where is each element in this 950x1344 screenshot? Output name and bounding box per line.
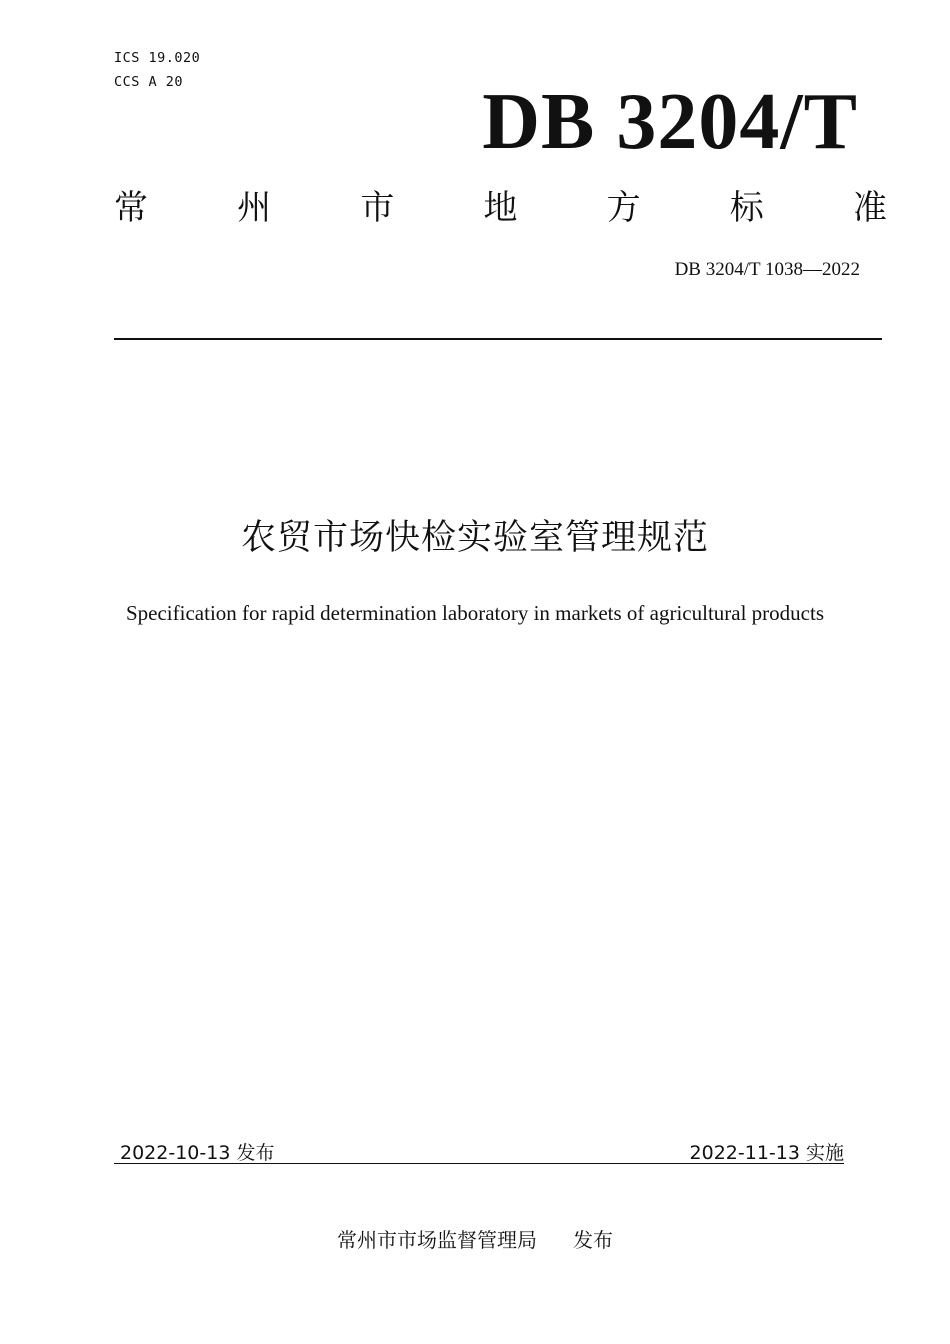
publisher-name: 常州市市场监督管理局 xyxy=(337,1228,537,1252)
ccs-code: CCS A 20 xyxy=(114,74,184,90)
publisher-line xyxy=(0,1224,950,1253)
standard-mark: DB 3204/T xyxy=(482,78,858,166)
document-title-chinese: 农贸市场快检实验室管理规范 xyxy=(240,518,709,558)
header-divider xyxy=(114,338,882,340)
standard-type-char: 准 xyxy=(852,188,887,228)
implementation-date: 2022-11-13 实施 xyxy=(689,1142,844,1164)
standard-type-char: 常 xyxy=(114,188,148,228)
standard-type-char: 方 xyxy=(606,188,641,228)
standard-type-heading xyxy=(114,186,887,230)
publish-action: 发布 xyxy=(573,1228,613,1252)
standard-type-char: 地 xyxy=(483,188,518,228)
ics-code: ICS 19.020 xyxy=(114,50,201,66)
issue-date: 2022-10-13 发布 xyxy=(120,1142,275,1164)
standard-type-char: 标 xyxy=(729,188,764,228)
standard-type-char: 州 xyxy=(237,188,272,228)
footer-divider xyxy=(114,1163,844,1164)
document-title-english: Specification for rapid determination laboratory in markets of agricultural products xyxy=(125,601,824,625)
standard-number: DB 3204/T 1038—2022 xyxy=(674,259,860,280)
standard-type-char: 市 xyxy=(360,188,395,228)
